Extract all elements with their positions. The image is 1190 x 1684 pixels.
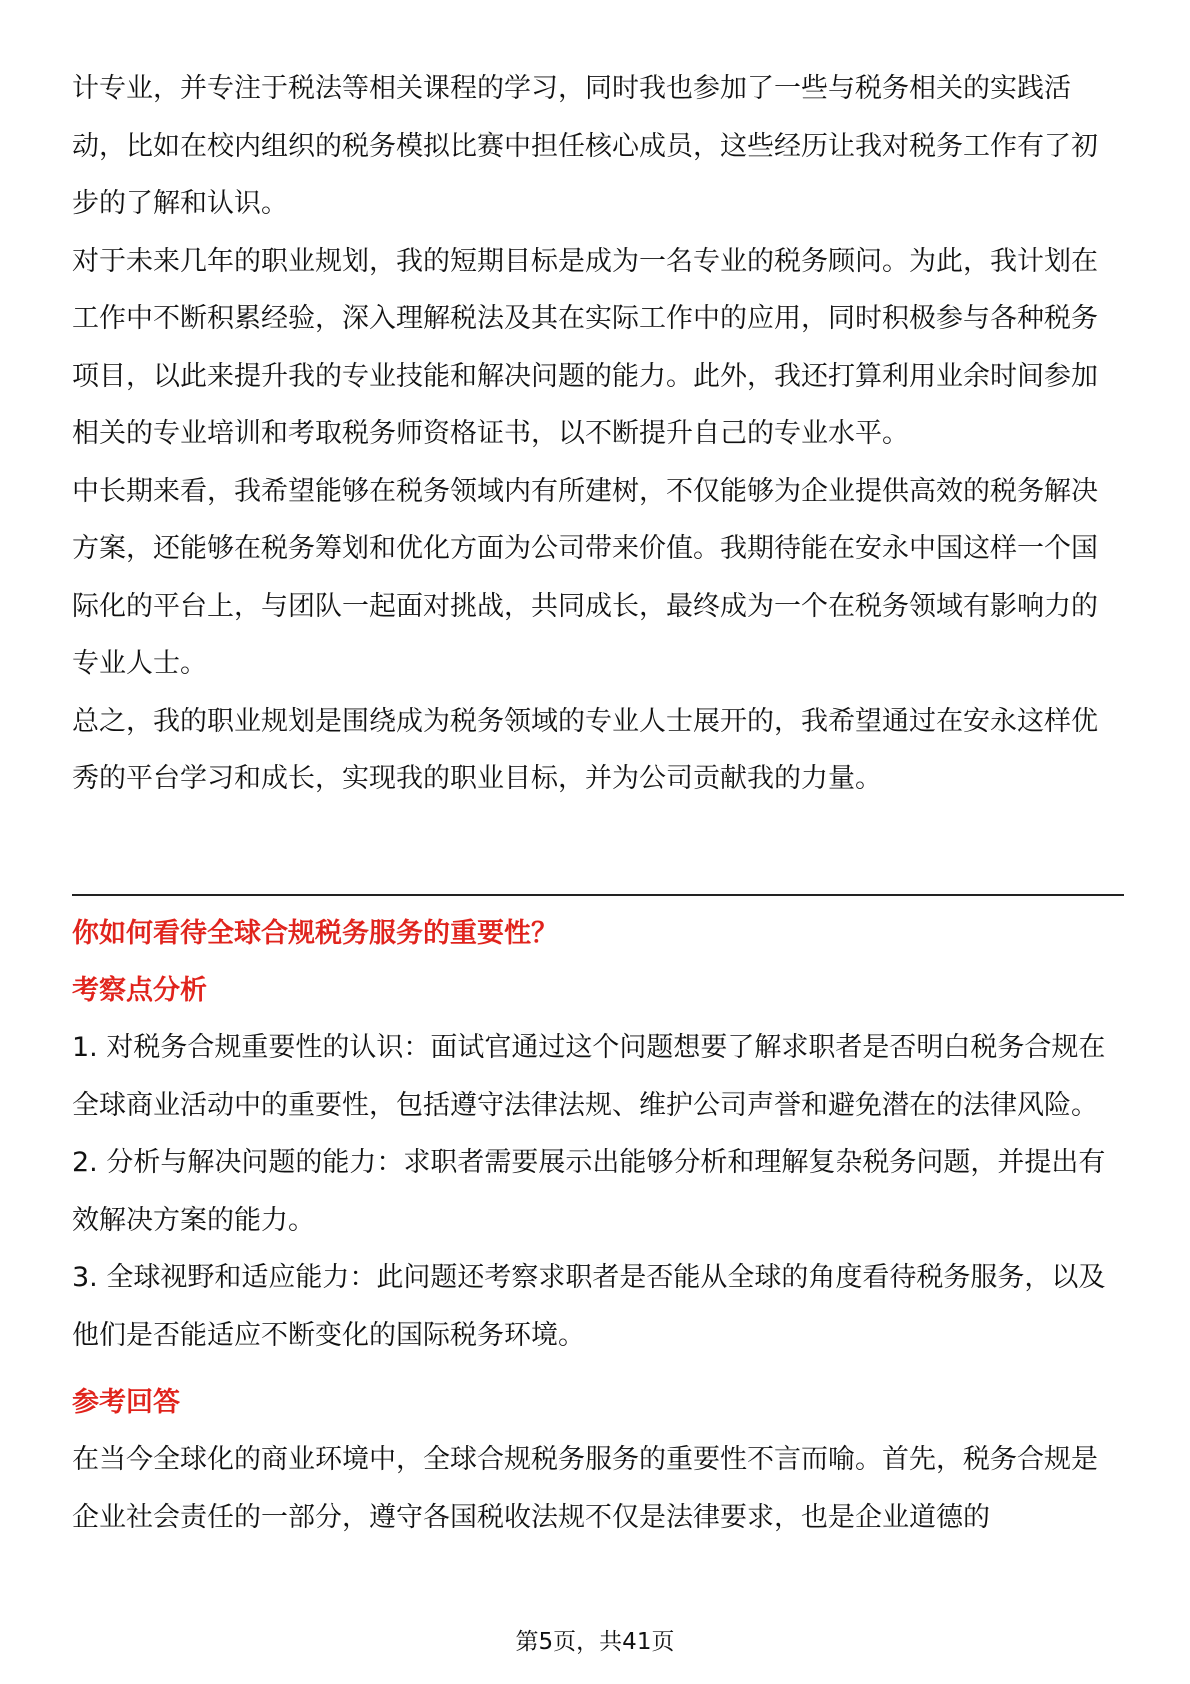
page-number: 第5页，共41页 bbox=[515, 1629, 675, 1655]
answer-paragraph: 在当今全球化的商业环境中，全球合规税务服务的重要性不言而喻。首先，税务合规是企业社会责任的一部分，遵守各国税收法规不仅是法律要求，也是企业道德的 bbox=[72, 1444, 1098, 1533]
answer-heading: 参考回答 bbox=[72, 1387, 180, 1418]
paragraph-short-term-plan: 对于未来几年的职业规划，我的短期目标是成为一名专业的税务顾问。为此，我计划在工作中不断积累经验，深入理解税法及其在实际工作中的应用，同时积极参与各种税务项目，以此来提升我的专业技能和解决问题的能力。此外，我还打算利用业余时间参加相关的专业培训和考取税务师资格证书，以不断提升自己的专业水平。 bbox=[72, 245, 1098, 449]
question-section bbox=[72, 905, 1122, 1546]
question-title: 你如何看待全球合规税务服务的重要性？ bbox=[72, 918, 558, 949]
analysis-point: 1. 对税务合规重要性的认识：面试官通过这个问题想要了解求职者是否明白税务合规在全球商业活动中的重要性，包括遵守法律法规、维护公司声誉和避免潜在的法律风险。 bbox=[72, 1032, 1106, 1121]
analysis-heading: 考察点分析 bbox=[72, 975, 207, 1006]
paragraph-long-term-plan: 中长期来看，我希望能够在税务领域内有所建树，不仅能够为企业提供高效的税务解决方案，还能够在税务筹划和优化方面为公司带来价值。我期待能在安永中国这样一个国际化的平台上，与团队一起面对挑战，共同成长，最终成为一个在税务领域有影响力的专业人士。 bbox=[72, 475, 1098, 679]
paragraph-summary: 总之，我的职业规划是围绕成为税务领域的专业人士展开的，我希望通过在安永这样优秀的平台学习和成长，实现我的职业目标，并为公司贡献我的力量。 bbox=[72, 705, 1098, 794]
analysis-point: 2. 分析与解决问题的能力：求职者需要展示出能够分析和理解复杂税务问题，并提出有效解决方案的能力。 bbox=[72, 1147, 1106, 1236]
section-divider bbox=[72, 894, 1124, 896]
paragraph-background: 计专业，并专注于税法等相关课程的学习，同时我也参加了一些与税务相关的实践活动，比如在校内组织的税务模拟比赛中担任核心成员，这些经历让我对税务工作有了初步的了解和认识。 bbox=[72, 73, 1098, 219]
intro-section bbox=[72, 60, 1122, 808]
analysis-point: 3. 全球视野和适应能力：此问题还考察求职者是否能从全球的角度看待税务服务，以及他们是否能适应不断变化的国际税务环境。 bbox=[72, 1262, 1106, 1351]
